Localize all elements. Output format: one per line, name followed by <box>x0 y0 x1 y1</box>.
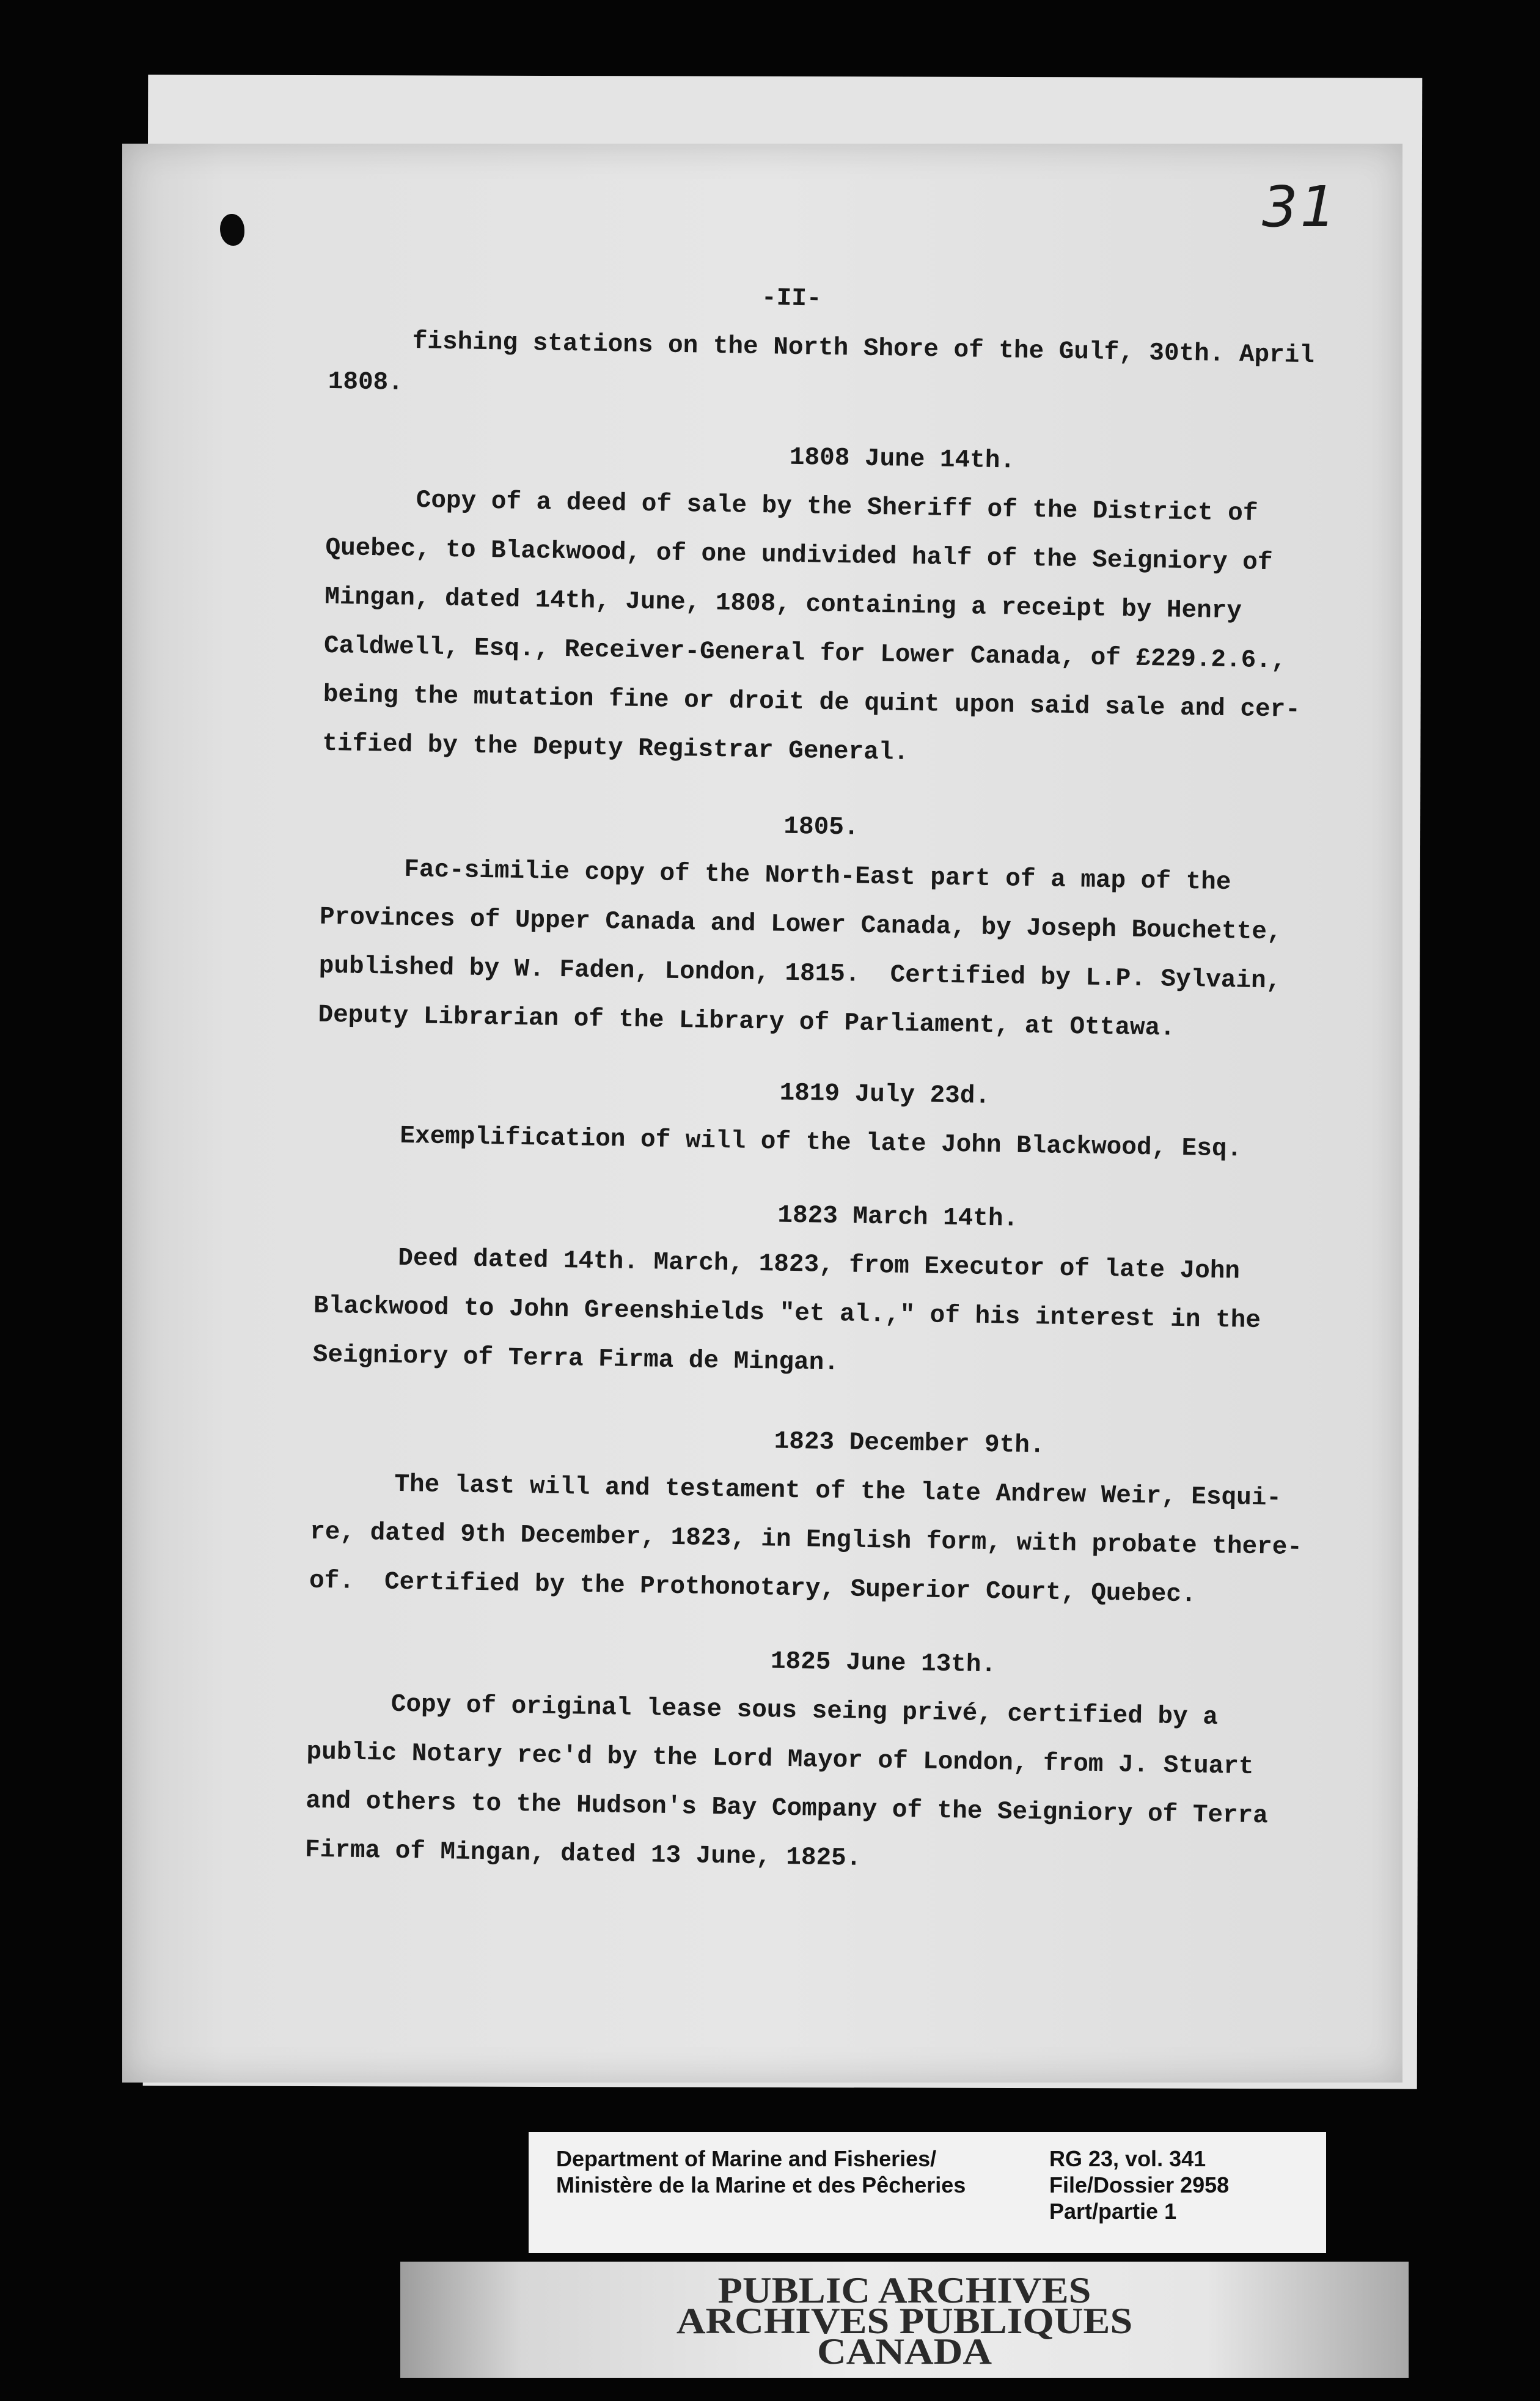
text-line: Caldwell, Esq., Receiver-General for Lower Canada, of £229.2.6., <box>323 631 1286 675</box>
text-line: Provinces of Upper Canada and Lower Canada, by Joseph Bouchette, <box>319 903 1282 947</box>
text-line: 1808. <box>328 367 404 397</box>
stamp-line: CANADA <box>817 2331 992 2372</box>
stamp-line: ARCHIVES PUBLIQUES <box>676 2301 1133 2341</box>
file-reference <box>1049 2145 1229 2224</box>
file-number: File/Dossier 2958 <box>1049 2172 1230 2197</box>
stamp-text <box>350 2270 1459 2372</box>
text-line: and others to the Hudson's Bay Company of the Seigniory of Terra <box>305 1787 1269 1831</box>
text-line: Blackwood to John Greenshields "et al.," of his interest in the <box>313 1292 1261 1336</box>
part-number: Part/partie 1 <box>1049 2199 1177 2224</box>
entry-date: 1823 March 14th. <box>777 1201 1019 1234</box>
text-line: Firma of Mingan, dated 13 June, 1825. <box>304 1836 862 1873</box>
department-name <box>556 2145 966 2198</box>
archives-stamp <box>400 2262 1409 2378</box>
text-line: re, dated 9th December, 1823, in English form, with probate there- <box>309 1518 1303 1562</box>
entry-date: 1825 June 13th. <box>770 1647 997 1680</box>
text-line: being the mutation fine or droit de quint upon said sale and cer- <box>323 680 1301 724</box>
text-line: of. Certified by the Prothonotary, Superior Court, Quebec. <box>309 1567 1197 1609</box>
archive-reference-label <box>529 2132 1326 2253</box>
text-line: Quebec, to Blackwood, of one undivided half of the Seigniory of <box>325 534 1273 578</box>
typed-page <box>122 144 1402 2083</box>
folio-number: 31 <box>1262 174 1339 240</box>
department-en: Department of Marine and Fisheries/ <box>556 2146 937 2171</box>
entry-date: 1805. <box>783 812 859 842</box>
text-line: Mingan, dated 14th, June, 1808, containing a receipt by Henry <box>324 583 1242 626</box>
entry-date: 1808 June 14th. <box>789 443 1016 476</box>
text-line: Exemplification of will of the late John Blackwood, Esq. <box>400 1122 1242 1164</box>
text-line: public Notary rec'd by the Lord Mayor of London, from J. Stuart <box>306 1738 1254 1781</box>
text-line: published by W. Faden, London, 1815. Certified by L.P. Sylvain, <box>318 952 1282 996</box>
page-heading: -II- <box>761 284 822 314</box>
department-fr: Ministère de la Marine et des Pêcheries <box>556 2172 966 2197</box>
text-line: The last will and testament of the late Andrew Weir, Esqui- <box>394 1470 1282 1513</box>
text-line: fishing stations on the North Shore of the Gulf, 30th. April <box>412 328 1315 370</box>
text-line: Fac-similie copy of the North-East part of a map of the <box>403 855 1231 897</box>
entry-date: 1819 July 23d. <box>779 1079 991 1111</box>
typed-text <box>92 134 1402 2093</box>
record-group: RG 23, vol. 341 <box>1049 2146 1206 2171</box>
text-line: tified by the Deputy Registrar General. <box>322 729 909 767</box>
text-line: Deed dated 14th. March, 1823, from Executor of late John <box>397 1244 1241 1286</box>
text-line: Deputy Librarian of the Library of Parliament, at Ottawa. <box>318 1001 1176 1043</box>
text-line: Copy of a deed of sale by the Sheriff of the District of <box>416 487 1258 528</box>
stamp-line: PUBLIC ARCHIVES <box>717 2270 1091 2311</box>
text-line: Seigniory of Terra Firma de Mingan. <box>312 1340 840 1378</box>
text-line: Copy of original lease sous seing privé, certified by a <box>391 1690 1219 1732</box>
entry-date: 1823 December 9th. <box>774 1427 1045 1460</box>
